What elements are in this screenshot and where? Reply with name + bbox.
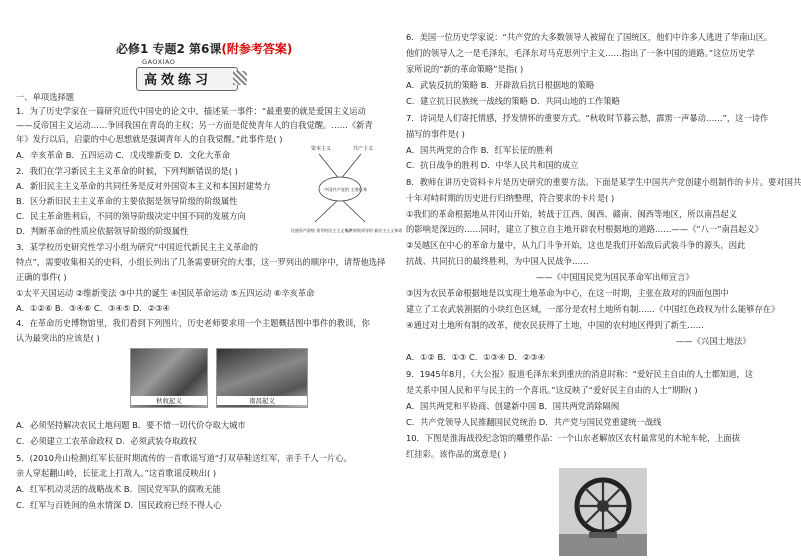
q9-options-cd: C．共产党领导人民推翻国民党统治 D．共产党与国民党重建统一战线 (406, 417, 662, 427)
q9-options-ab: A．国共两党和平协商、创建新中国 B．国共两党消除隔阂 (406, 401, 620, 411)
q4-options-ab: A．必须坚持解决农民土地问题 B．要不惜一切代价夺取大城市 (16, 420, 246, 430)
photo-caption: 秋收起义 (131, 396, 207, 405)
revolution-diagram (291, 140, 403, 238)
q8-card-3: 建立了工农武装割据的小块红色区域，一部分是农村土地所有制……《中国红色政权为什么能够存在》 (406, 304, 780, 314)
q2-option-d: D．判断革命的性质应依据领导阶级的阶级属性 (16, 226, 189, 236)
diagram-top-right: 共产主义 (353, 146, 374, 152)
page-title: 必修1 专题2 第6课(附参考答案) (116, 42, 293, 56)
q8-line: 十年对峙时期的历史进行归纳整理，符合要求的卡片是( ) (406, 193, 615, 203)
photo-caption: 南昌起义 (217, 396, 307, 405)
q2-stem: 2．我们在学习新民主主义革命的时候，下列判断错误的是( ) (16, 166, 238, 176)
q6-line: 他们的领导人之一是毛泽东，毛泽东对马克思列宁主义……指出了一条中国的道路。”这位历史学 (406, 48, 755, 58)
q7-line: 7．诗词是人们寄托情感，抒发情怀的重要方式。“秋收时节暮云愁，霹雳一声暴动……”，这一诗作 (406, 113, 769, 123)
q5-options-ab: A．红军机动灵活的战略战术 B．国民党军队的腐败无能 (16, 484, 221, 494)
q8-options: A．①② B．①③ C．①③④ D．②③④ (406, 352, 546, 362)
q8-card-3: ③因为农民革命根据地是以实现土地革命为中心，在这一时期，主张在敌对的四面包围中 (406, 288, 729, 298)
q9-line: 是关系中国人民和平与民主的一个喜讯。”这反映了“爱好民主自由的人士”期盼( ) (406, 385, 698, 395)
q3-line: 特点”，需要收集相关的史料，小组长列出了几条需要研究的大事，这一罗列出的顺序中，请帮他选择 (16, 257, 386, 267)
q4-line: 认为最突出的应该是( ) (16, 333, 100, 343)
q8-card-4-source: ——《兴国土地法》 (676, 336, 751, 346)
q9-line: 9．1945年8月，《大公报》报道毛泽东来到重庆的消息时称：“爱好民主自由的人士都知道，这 (406, 369, 754, 379)
q2-option-c: C．民主革命胜利后，不同的领导阶级决定中国不同的发展方向 (16, 211, 246, 221)
section-heading: 一、单项选择题 (16, 92, 75, 102)
diagram-top-left: 资本主义 (311, 146, 332, 152)
q5-line: 亲人穿起翻山岭，长征北上打敌人。”这首歌谣反映出( ) (16, 468, 217, 478)
diagram-center: 中国共产党的 主要任务 (324, 187, 368, 192)
q6-line: 家所说的“新的革命策略”是指( ) (406, 64, 524, 74)
q7-options-ab: A．国共两党的合作 B．红军长征的胜利 (406, 145, 553, 155)
q1-options: A．辛亥革命 B．五四运动 C．戊戌维新变 D．文化大革命 (16, 150, 230, 160)
q1-line: 1．为了历史学家在一篇研究近代中国史的论文中，描述某一事件：“最重要的就是爱国主义运动 (16, 106, 366, 116)
q6-options-cd: C．建立抗日民族统一战线的策略 D．共同山地的工作策略 (406, 96, 620, 106)
q2-option-a: A．新旧民主主义革命的共同任务是反对外国资本主义和本国封建势力 (16, 181, 271, 191)
q10-line: 10．下图是淮海战役纪念馆的雕塑作品：一个山东老解放区农村最常见的木轮车轮，上面拔 (406, 433, 741, 443)
q8-card-1: ①我们的革命根据地从井冈山开始，转战于江西、闽西、赣南、闽西等地区，所以南昌起义 (406, 209, 738, 219)
q10-line: 红挂彩。该作品的寓意是( ) (406, 449, 507, 459)
diagram-bottom-left: 民族资产阶级 领导的民主主义革命 (291, 228, 353, 233)
q5-options-cd: C．红军与百姓间的鱼水情深 D．国民政府已经不得人心 (16, 500, 222, 510)
q8-line: 8．教师在讲历史资料卡片是历史研究的重要方法。下面是某学生中国共产党创建小组制作的卡片。要对国共 (406, 177, 801, 187)
left-column (16, 0, 403, 560)
photo-nanchang-uprising (216, 348, 308, 408)
q2-option-b: B．区分新旧民主主义革命的主要依据是领导阶级的阶级属性 (16, 196, 238, 206)
q4-line: 4．在革命历史博物馆里，我们看到下列图片，历史老师要求用一个主题概括图中事件的教训，你 (16, 318, 370, 328)
banner-pinyin: GAOXIAO (142, 58, 176, 66)
photo-autumn-harvest (130, 348, 208, 408)
q6-options-ab: A．武装反抗的策略 B．开辟敌后抗日根据地的策略 (406, 80, 595, 90)
q1-line: 年》发行以后，启蒙的中心思想就是强调青年人的自我觉醒。”此事件是( ) (16, 134, 283, 144)
q3-line: 3．某学校历史研究性学习小组为研究“中国近代新民主主义革命的 (16, 242, 258, 252)
q3-options: A．①②⑥ B．③④⑥ C．③④⑤ D．②③④ (16, 303, 170, 313)
diagram-bottom-right: 无产阶级领导的 新民主主义革命 (345, 228, 403, 233)
q8-card-2-source: ——《中国国民党为国民革命军出师宣言》 (536, 272, 694, 282)
q6-line: 6．美国一位历史学家说：“共产党的大多数领导人被留在了国统区，他们中许多人逃进了华南山区。 (406, 32, 773, 42)
q8-card-4: ④通过对土地所有制的改革，使农民获得了土地，中国的农村地区得到了新生…… (406, 320, 704, 330)
q5-line: 5．(2010舟山检测)红军长征时期流传的一首歌谣写道“打双草鞋送红军，亲手千人一片心。 (16, 453, 352, 463)
wheel-sculpture-image (559, 468, 647, 556)
banner-text: 高效练习 (144, 73, 213, 88)
right-column (406, 0, 801, 560)
q7-line: 描写的事件是( ) (406, 129, 465, 139)
q8-card-2: ②吴越区在中心的革命力量中，从九门斗争开始，这也是我们开始敌后武装斗争的源头，因此 (406, 240, 746, 250)
q3-events: ①太平天国运动 ②维新变法 ③中共的诞生 ④国民革命运动 ⑤五四运动 ⑥辛亥革命 (16, 288, 315, 298)
q8-card-1: 的影响是深远的……同时，建立了独立自主地开辟农村根据地的道路……——《“八一”南昌起义》 (406, 224, 764, 234)
q3-line: 正确的事件( ) (16, 272, 67, 282)
q8-card-2: 抗战、共同抗日的最终胜利，为中国人民战争…… (406, 256, 589, 266)
q1-line: ——反帝国主义运动……争回我国在青岛的主权；另一方面是促使青年人的自我觉醒。……《新青 (16, 120, 373, 130)
q7-options-cd: C．抗日战争的胜利 D．中华人民共和国的成立 (406, 160, 579, 170)
q4-options-cd: C．必须建立工农革命政权 D．必须武装夺取政权 (16, 436, 197, 446)
banner-gaoxiao (136, 58, 246, 92)
